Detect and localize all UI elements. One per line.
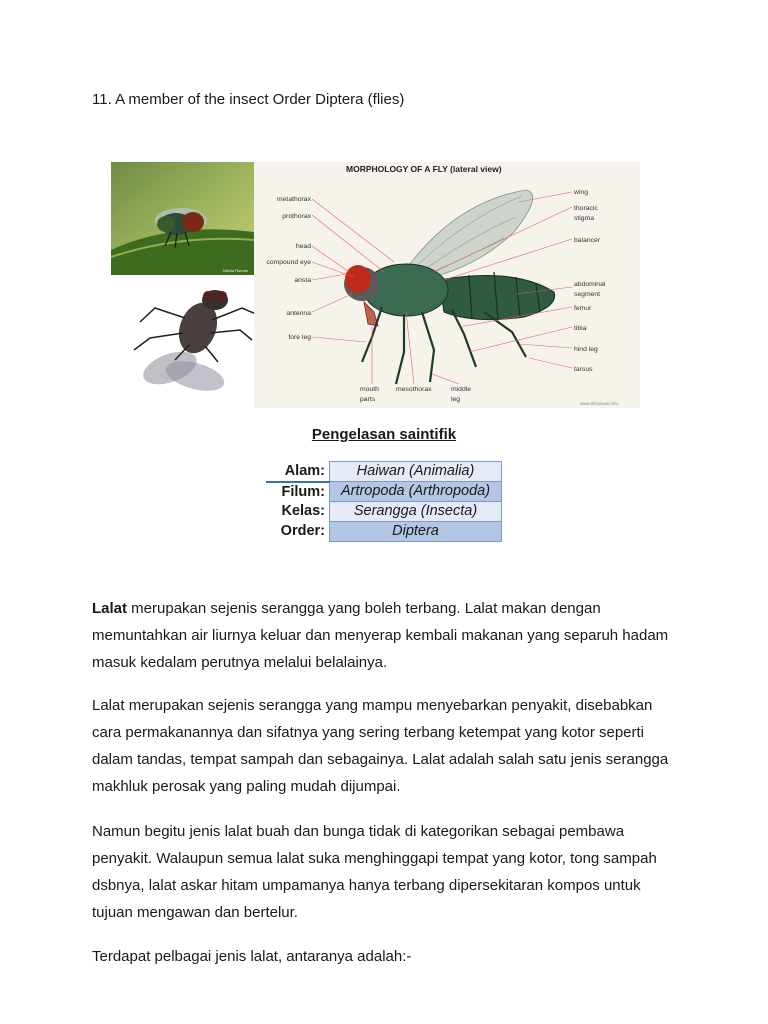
label-segment: segment xyxy=(574,291,601,298)
row-key: Alam: xyxy=(284,462,325,479)
table-row xyxy=(266,502,502,522)
heading: 11. A member of the insect Order Diptera (flies) xyxy=(92,91,405,108)
paragraph-1 xyxy=(92,595,682,676)
row-value: Serangga (Insecta) xyxy=(330,502,502,522)
label-parts: parts xyxy=(360,396,376,403)
label-metathorax: metathorax xyxy=(276,196,311,203)
row-value: Diptera xyxy=(330,522,502,542)
label-hind-leg: hind leg xyxy=(574,346,598,353)
label-mouth: mouth xyxy=(360,386,379,393)
label-wing: wing xyxy=(574,189,588,196)
label-balancer: balancer xyxy=(574,237,601,244)
fly-morphology-diagram xyxy=(254,162,640,408)
row-value: Haiwan (Animalia) xyxy=(330,462,502,482)
photo-credit: Nikola Rahme xyxy=(223,268,249,273)
label-prothorax: prothorax xyxy=(282,213,311,220)
table-row xyxy=(266,482,502,502)
label-antenna: antenna xyxy=(286,310,311,317)
paragraph-1-bold: Lalat xyxy=(92,600,128,617)
paragraph-2: Lalat merupakan sejenis serangga yang mampu menyebarkan penyakit, disebabkan cara permakanannya dan sifatnya yang sering terbang ketempat yang kotor seperti dalam tandas, tempat sampah dan sebagainya. Lalat adalah salah satu jenis serangga makhluk perosak yang paling mudah dijumpai. xyxy=(92,697,669,795)
label-mesothorax: mesothorax xyxy=(396,386,432,393)
table-row xyxy=(266,522,502,542)
house-fly-photo xyxy=(120,278,260,408)
row-key: Filum: xyxy=(266,482,330,502)
classification-title: Pengelasan saintifik xyxy=(311,426,457,443)
label-leg: leg xyxy=(451,396,461,403)
diagram-title: MORPHOLOGY OF A FLY (lateral view) xyxy=(346,164,502,174)
table-row xyxy=(266,462,502,482)
label-arista: arista xyxy=(294,277,311,284)
row-key: Order: xyxy=(280,523,325,539)
row-key: Kelas: xyxy=(281,503,325,519)
label-stigma: stigma xyxy=(574,215,595,222)
label-abdominal: abdominal xyxy=(574,281,606,288)
paragraph-3: Namun begitu jenis lalat buah dan bunga tidak di kategorikan sebagai pembawa penyakit. Walaupun semua lalat suka menghinggapi tempat yang kotor, tong sampah dsbnya, lalat askar hitam umpamanya hanya terbang dipersekitaran kompos untuk tujuan mengawan dan bertelur. xyxy=(92,823,657,921)
paragraph-1-text: merupakan sejenis serangga yang boleh terbang. Lalat makan dengan memuntahkan air liurnya keluar dan menyerap kembali makanan yang separuh hadam masuk kedalam perutnya melalui belalainya. xyxy=(92,600,669,671)
row-value: Artropoda (Arthropoda) xyxy=(330,482,502,502)
label-middle: middle xyxy=(451,386,472,393)
label-compound-eye: compound eye xyxy=(266,259,311,266)
label-fore-leg: fore leg xyxy=(288,334,311,341)
label-tibia: tibia xyxy=(574,325,587,332)
label-femur: femur xyxy=(574,305,592,312)
diagram-credit: www.infovisual.info xyxy=(580,401,619,406)
label-head: head xyxy=(295,243,311,250)
label-thoracic: thoracic xyxy=(574,205,598,212)
label-tarsus: tarsus xyxy=(574,366,593,373)
fly-on-leaf-photo xyxy=(111,162,254,275)
paragraph-4: Terdapat pelbagai jenis lalat, antaranya adalah:- xyxy=(92,948,412,965)
classification-table xyxy=(266,461,502,542)
